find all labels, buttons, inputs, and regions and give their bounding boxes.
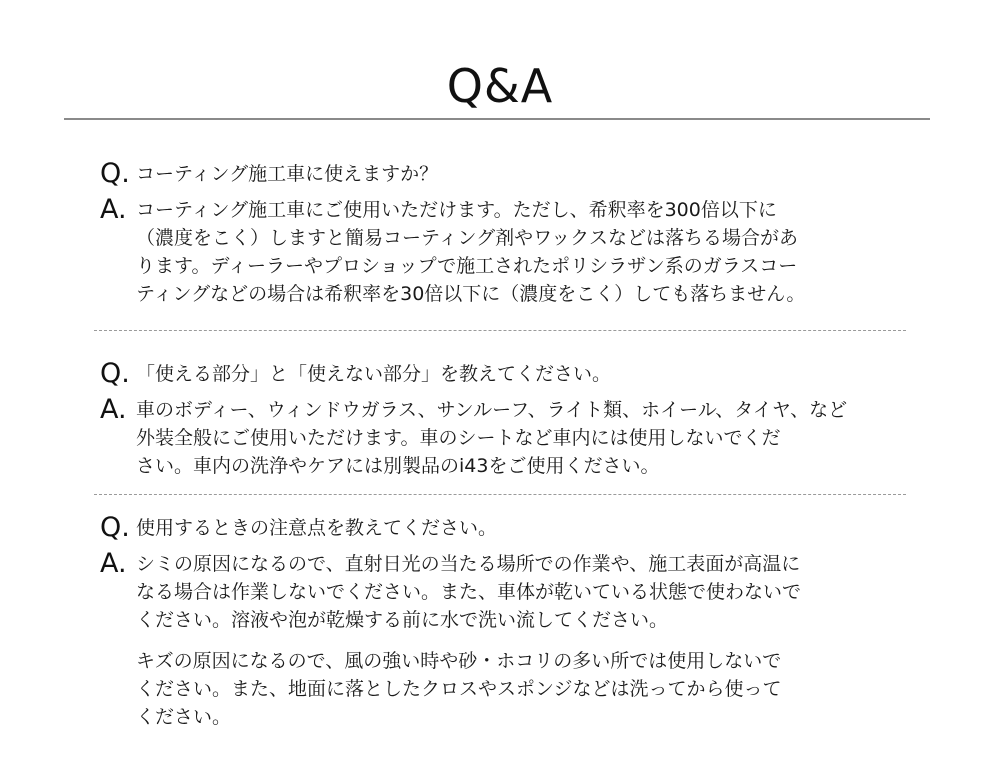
page-title: Q&A xyxy=(446,59,554,113)
answer-line: シミの原因になるので、直射日光の当たる場所での作業や、施工表面が高温に xyxy=(136,553,801,575)
answer-mark: A. xyxy=(100,394,127,425)
answer-line: ティングなどの場合は希釈率を30倍以下に（濃度をこく）しても落ちません。 xyxy=(136,283,806,305)
answer-line: ください。また、地面に落としたクロスやスポンジなどは洗ってから使って xyxy=(136,678,782,700)
answer-line: （濃度をこく）しますと簡易コーティング剤やワックスなどは落ちる場合があ xyxy=(136,227,798,249)
question-row xyxy=(100,160,910,188)
question-mark: Q. xyxy=(100,512,130,543)
qa-item-3 xyxy=(100,514,910,731)
question-mark: Q. xyxy=(100,158,130,189)
section-divider xyxy=(94,494,906,495)
answer-line: 車のボディー、ウィンドウガラス、サンルーフ、ライト類、ホイール、タイヤ、など xyxy=(136,399,848,421)
answer-mark: A. xyxy=(100,194,127,225)
question-row xyxy=(100,514,910,542)
answer-paragraph xyxy=(136,647,910,731)
answer-line: 外装全般にご使用いただけます。車のシートなど車内には使用しないでくだ xyxy=(136,427,781,449)
answer-row xyxy=(100,396,910,480)
question-text: 「使える部分」と「使えない部分」を教えてください。 xyxy=(136,363,612,385)
answer-row xyxy=(100,550,910,731)
title-divider xyxy=(64,118,930,120)
question-row xyxy=(100,360,910,388)
answer-line: ください。 xyxy=(136,706,232,728)
answer-line: キズの原因になるので、風の強い時や砂・ホコリの多い所では使用しないで xyxy=(136,650,782,672)
answer-line: ります。ディーラーやプロショップで施工されたポリシラザン系のガラスコー xyxy=(136,255,798,277)
answer-mark: A. xyxy=(100,548,127,579)
answer-paragraph xyxy=(136,396,910,480)
qa-item-2 xyxy=(100,360,910,480)
answer-line: コーティング施工車にご使用いただけます。ただし、希釈率を300倍以下に xyxy=(136,199,777,221)
section-divider xyxy=(94,330,906,331)
answer-row xyxy=(100,196,910,308)
answer-line: なる場合は作業しないでください。また、車体が乾いている状態で使わないで xyxy=(136,581,802,603)
answer-paragraph xyxy=(136,196,910,308)
question-text: 使用するときの注意点を教えてください。 xyxy=(136,517,498,539)
answer-paragraph xyxy=(136,550,910,634)
question-mark: Q. xyxy=(100,358,130,389)
answer-line: ください。溶液や泡が乾燥する前に水で洗い流してください。 xyxy=(136,609,669,631)
answer-line: さい。車内の洗浄やケアには別製品のi43をご使用ください。 xyxy=(136,455,660,477)
qa-item-1 xyxy=(100,160,910,308)
question-text: コーティング施工車に使えますか？ xyxy=(136,163,439,185)
